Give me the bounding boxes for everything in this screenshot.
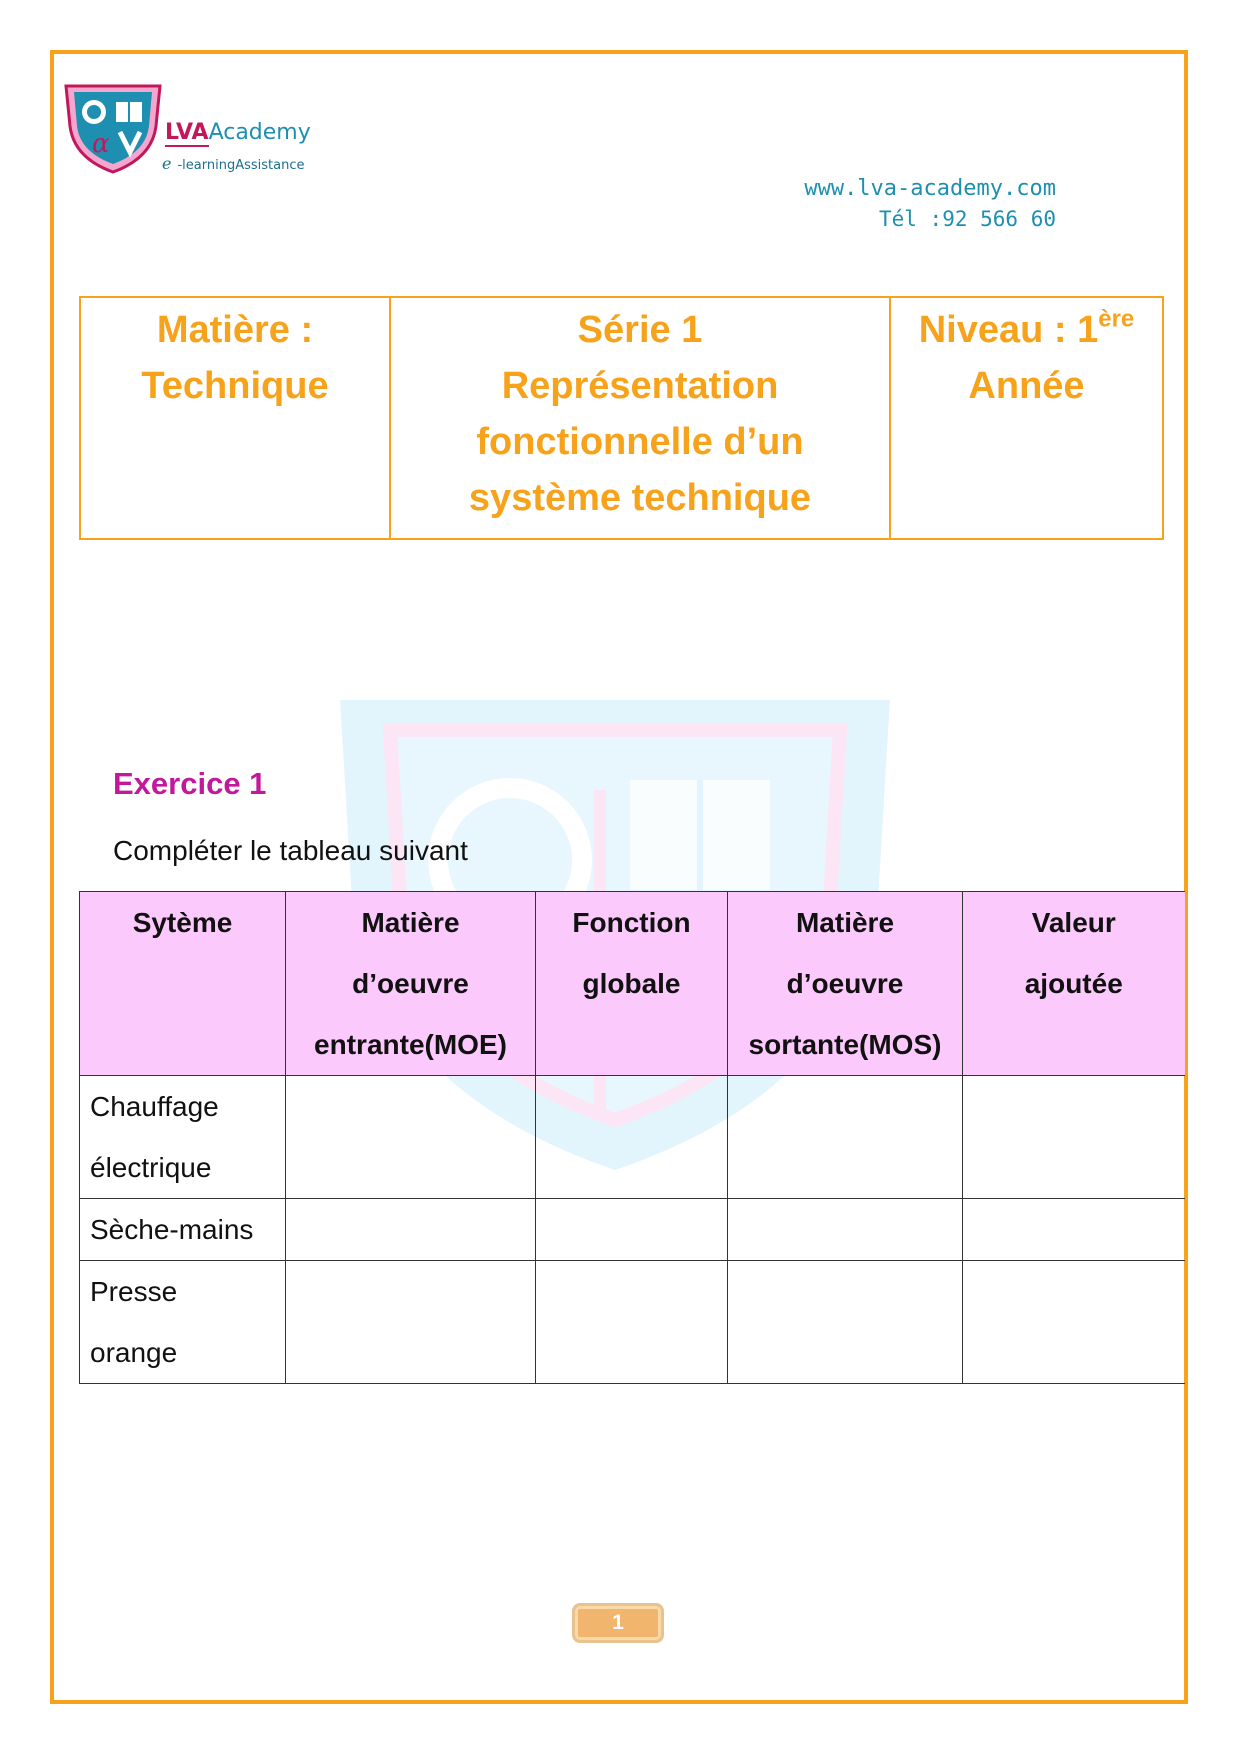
level-cell (890, 297, 1163, 539)
series-title-line: fonctionnelle d’un (476, 421, 804, 463)
answer-cell[interactable] (286, 1199, 536, 1261)
answer-cell[interactable] (963, 1076, 1185, 1199)
table-row (80, 1261, 1185, 1384)
series-number: Série 1 (577, 309, 703, 351)
subject-cell (80, 297, 390, 539)
series-title-line: système technique (468, 477, 812, 519)
system-name-cell: Sèche-mains (80, 1199, 286, 1261)
answer-cell[interactable] (536, 1261, 728, 1384)
answer-cell[interactable] (728, 1199, 963, 1261)
subject-value: Technique (141, 365, 329, 407)
svg-text:α: α (92, 129, 110, 159)
series-title-line: Représentation (501, 365, 779, 407)
page-number: 1 (572, 1603, 664, 1643)
answer-cell[interactable] (536, 1076, 728, 1199)
system-name-cell: Presse orange (80, 1261, 286, 1384)
system-name-cell: Chauffage électrique (80, 1076, 286, 1199)
header-mos: Matière d’oeuvre sortante(MOS) (728, 892, 963, 1076)
answer-cell[interactable] (286, 1076, 536, 1199)
table-header-row (80, 892, 1185, 1076)
header-global-function: Fonction globale (536, 892, 728, 1076)
answer-cell[interactable] (963, 1261, 1185, 1384)
level-value: Année (968, 365, 1085, 407)
answer-cell[interactable] (728, 1261, 963, 1384)
exercise-title: Exercice 1 (113, 766, 267, 801)
contact-info (804, 174, 1056, 234)
header-moe: Matière d’oeuvre entrante(MOE) (286, 892, 536, 1076)
brand-tagline: e -learningAssistance (162, 154, 305, 173)
table-row (80, 1076, 1185, 1199)
brand-name: LVAAcademy (165, 120, 311, 145)
table-row (80, 1199, 1185, 1261)
lva-logo-shield (58, 80, 168, 175)
exercise-instruction: Compléter le tableau suivant (113, 835, 468, 866)
level-label: Niveau : 1ère (918, 305, 1135, 351)
series-cell (390, 297, 890, 539)
exercise-table (79, 891, 1185, 1384)
title-box (79, 296, 1164, 540)
subject-label: Matière : (156, 309, 314, 351)
answer-cell[interactable] (963, 1199, 1185, 1261)
answer-cell[interactable] (536, 1199, 728, 1261)
phone-number: Tél :92 566 60 (878, 207, 1056, 231)
header-system: Sytème (80, 892, 286, 1076)
website-link[interactable]: www.lva-academy.com (804, 176, 1056, 201)
answer-cell[interactable] (286, 1261, 536, 1384)
header-added-value: Valeur ajoutée (963, 892, 1185, 1076)
answer-cell[interactable] (728, 1076, 963, 1199)
